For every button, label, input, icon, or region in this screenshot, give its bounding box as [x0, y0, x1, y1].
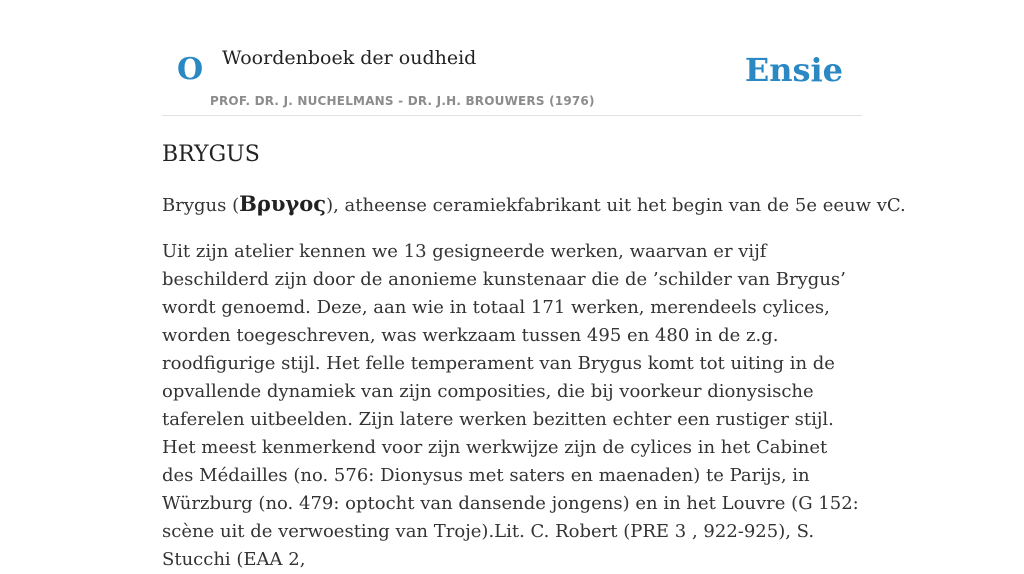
book-title[interactable]: Woordenboek der oudheid [222, 47, 477, 69]
index-letter[interactable]: O [177, 52, 204, 87]
lead-suffix: ), atheense ceramiekfabrikant uit het begin van de 5e eeuw vC. [326, 195, 906, 216]
entry-lead [162, 190, 906, 220]
brand-logo[interactable]: Ensie [744, 51, 843, 89]
page [162, 0, 906, 574]
header [162, 0, 862, 116]
entry-title: BRYGUS [162, 142, 260, 167]
lead-greek-name: Βρυγος [239, 191, 327, 216]
lead-prefix: Brygus ( [162, 195, 240, 216]
authors-line: PROF. DR. J. NUCHELMANS - DR. J.H. BROUWERS (1976) [210, 94, 595, 108]
entry-body: Uit zijn atelier kennen we 13 gesigneerde werken, waarvan er vijf beschilderd zijn door de anonieme kunstenaar die de ’schilder van Brygus’ wordt genoemd. Deze, aan wie in totaal 171 werken, merendeels cylices, worden toegeschreven, was werkzaam tussen 495 en 480 in de z.g. roodfigurige stijl. Het felle temperament van Brygus komt tot uiting in de opvallende dynamiek van zijn composities, die bij voorkeur dionysische taferelen uitbeelden. Zijn latere werken bezitten echter een rustiger stijl. Het meest kenmerkend voor zijn werkwijze zijn de cylices in het Cabinet des Médailles (no. 576: Dionysus met saters en maenaden) te Parijs, in Würzburg (no. 479: optocht van dansende jongens) en in het Louvre (G 152: scène uit de verwoesting van Troje).Lit. C. Robert (PRE 3 , 922-925), S. Stucchi (EAA 2, [162, 241, 859, 570]
